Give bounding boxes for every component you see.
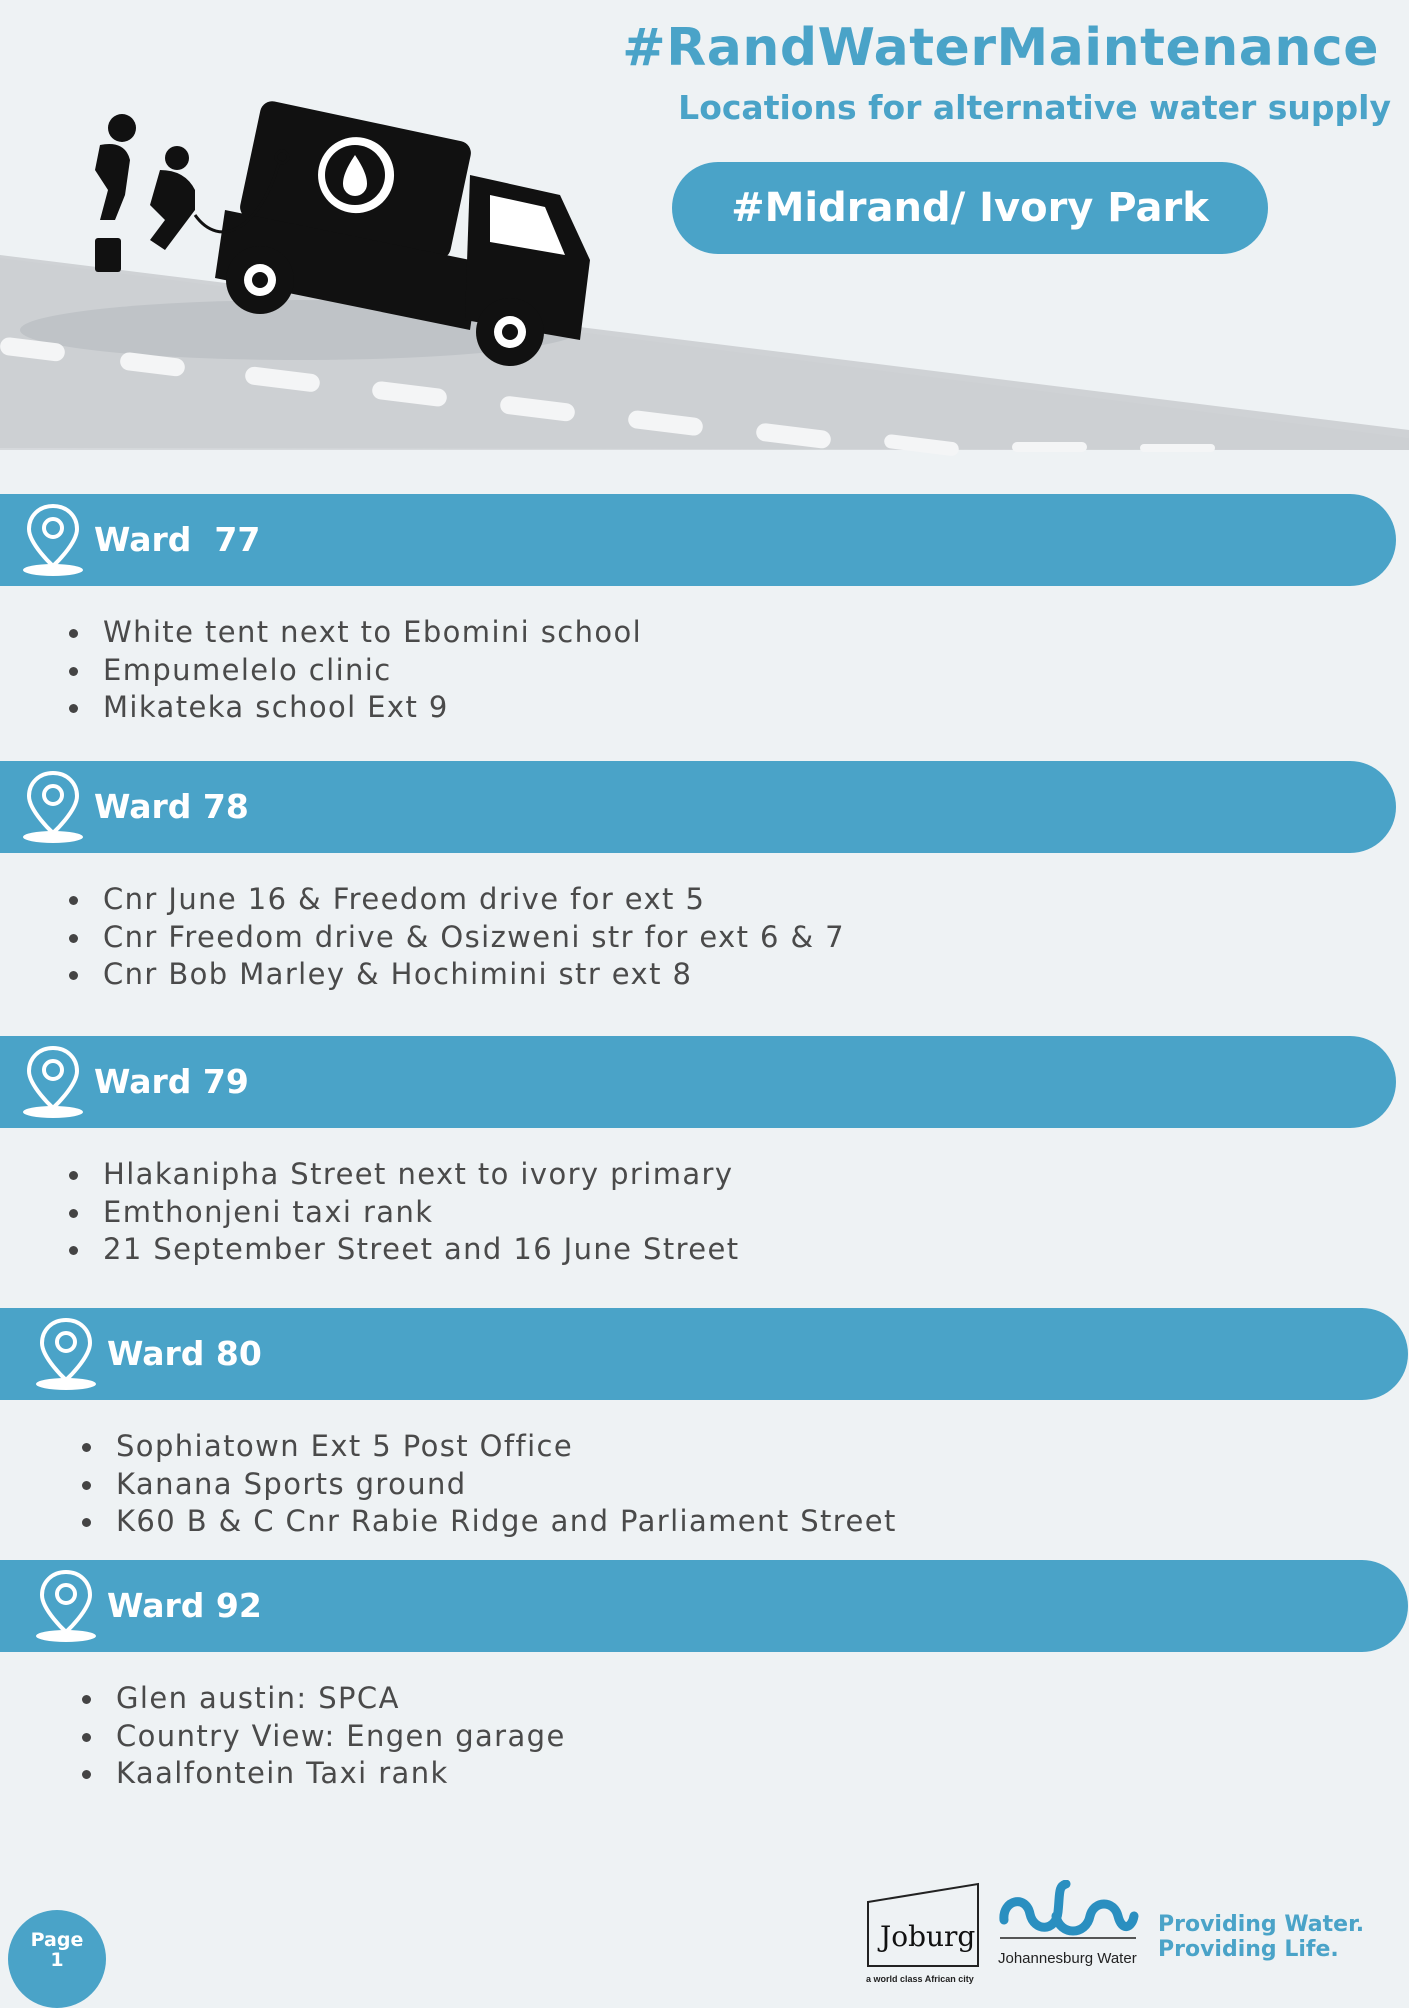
list-item: Kanana Sports ground bbox=[116, 1466, 897, 1504]
ward-bar-77 bbox=[0, 494, 1396, 586]
subtitle: Locations for alternative water supply bbox=[678, 88, 1391, 127]
list-item: Glen austin: SPCA bbox=[116, 1680, 566, 1718]
list-item: Emthonjeni taxi rank bbox=[103, 1194, 740, 1232]
ward-bar-92 bbox=[0, 1560, 1408, 1652]
location-list-80 bbox=[116, 1428, 897, 1541]
list-item: Cnr June 16 & Freedom drive for ext 5 bbox=[103, 881, 845, 919]
list-item: Kaalfontein Taxi rank bbox=[116, 1755, 566, 1793]
list-item: Hlakanipha Street next to ivory primary bbox=[103, 1156, 740, 1194]
list-item: Country View: Engen garage bbox=[116, 1718, 566, 1756]
joburg-wordmark: Joburg bbox=[880, 1920, 976, 1953]
location-pin-icon bbox=[22, 769, 84, 845]
location-pin-icon bbox=[35, 1316, 97, 1392]
ward-bar-78 bbox=[0, 761, 1396, 853]
list-item: Empumelelo clinic bbox=[103, 652, 642, 690]
ward-title: Ward 78 bbox=[94, 787, 249, 826]
list-item: 21 September Street and 16 June Street bbox=[103, 1231, 740, 1269]
slogan-line-2: Providing Life. bbox=[1158, 1937, 1339, 1962]
location-pin-icon bbox=[22, 1044, 84, 1120]
slogan bbox=[1158, 1912, 1364, 1962]
page-number: 1 bbox=[50, 1949, 64, 1971]
location-list-77 bbox=[103, 614, 642, 727]
ward-title: Ward 80 bbox=[107, 1334, 262, 1373]
area-label: #Midrand/ Ivory Park bbox=[731, 185, 1209, 231]
ward-title: Ward 92 bbox=[107, 1586, 262, 1625]
list-item: White tent next to Ebomini school bbox=[103, 614, 642, 652]
ward-bar-80 bbox=[0, 1308, 1408, 1400]
list-item: K60 B & C Cnr Rabie Ridge and Parliament Street bbox=[116, 1503, 897, 1541]
list-item: Mikateka school Ext 9 bbox=[103, 689, 642, 727]
page-badge bbox=[8, 1910, 106, 2008]
list-item: Cnr Freedom drive & Osizweni str for ext 6 & 7 bbox=[103, 919, 845, 957]
list-item: Cnr Bob Marley & Hochimini str ext 8 bbox=[103, 956, 845, 994]
johannesburg-water-logo bbox=[996, 1880, 1140, 1950]
ward-title: Ward 79 bbox=[94, 1062, 249, 1101]
joburg-caption: a world class African city bbox=[866, 1974, 974, 1984]
ward-title: Ward 77 bbox=[94, 520, 261, 559]
list-item: Sophiatown Ext 5 Post Office bbox=[116, 1428, 897, 1466]
location-list-92 bbox=[116, 1680, 566, 1793]
page-label: Page bbox=[30, 1929, 84, 1951]
hashtag-title: #RandWaterMaintenance bbox=[622, 18, 1379, 78]
johannesburg-water-caption: Johannesburg Water bbox=[998, 1950, 1137, 1967]
location-pin-icon bbox=[22, 502, 84, 578]
slogan-line-1: Providing Water. bbox=[1158, 1912, 1365, 1937]
location-pin-icon bbox=[35, 1568, 97, 1644]
location-list-79 bbox=[103, 1156, 740, 1269]
location-list-78 bbox=[103, 881, 845, 994]
water-truck-illustration bbox=[0, 100, 1409, 460]
ward-bar-79 bbox=[0, 1036, 1396, 1128]
